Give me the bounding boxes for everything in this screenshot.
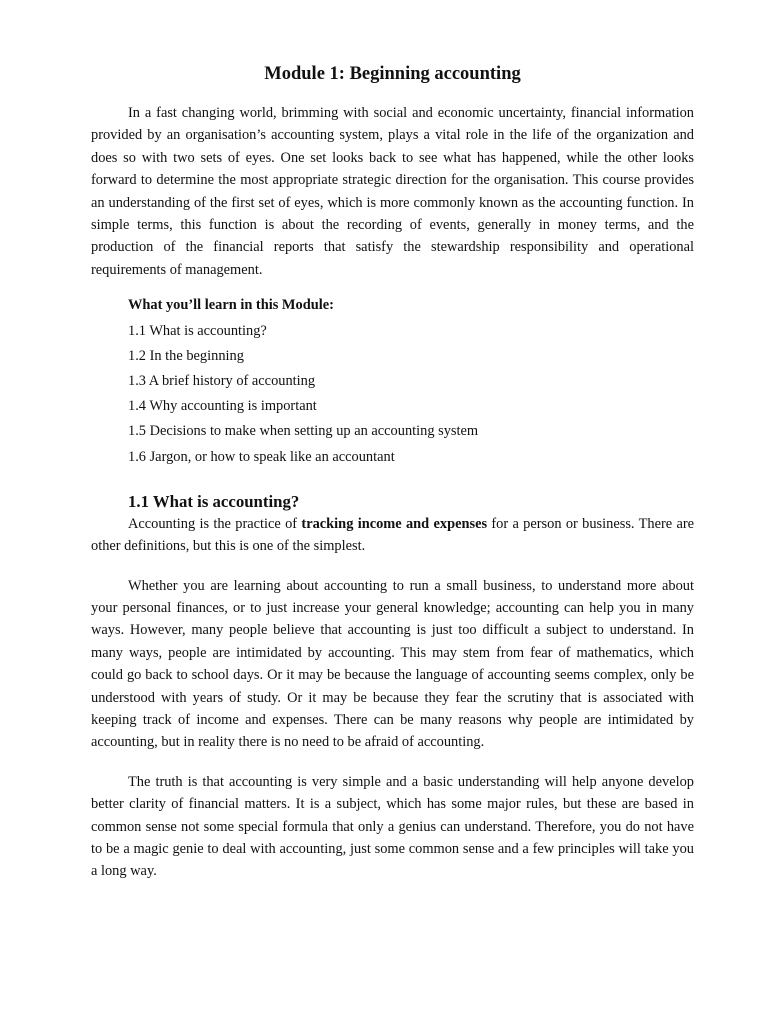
definition-emphasis: tracking income and expenses [301, 515, 488, 532]
definition-text-before: Accounting is the practice of [128, 515, 302, 532]
contents-item-1-5: 1.5 Decisions to make when setting up an accounting system [128, 423, 479, 440]
section-paragraph-truth: The truth is that accounting is very simple and a basic understanding will help anyone develop better clarity of financial matters. It is a subject, which has some major rules, but these are based in common sense not some special formula that only a genius can understand. Therefore, you do not have to be a magic genie to deal with accounting, just some common sense and a few principles will take you a long way. [91, 773, 694, 880]
contents-item-1-4: 1.4 Why accounting is important [128, 398, 317, 415]
section-paragraph-intimidation: Whether you are learning about accounting to run a small business, to understand more about your personal finances, or to just increase your general knowledge; accounting can help you in many ways. However, many people believe that accounting is just too difficult a subject to understand. In many ways, people are intimidated by accounting. This may stem from fear of mathematics, which could go back to school days. Or it may be because the language of accounting seems complex, only be understood with years of study. Or it may be because they fear the scrutiny that is associated with keeping track of income and expenses. There can be many reasons why people are intimidated by accounting, but in reality there is no need to be afraid of accounting. [91, 577, 694, 751]
contents-item-1-2: 1.2 In the beginning [128, 347, 244, 364]
section-heading-what-is-accounting: 1.1 What is accounting? [128, 491, 300, 511]
module-contents-list [128, 319, 694, 470]
section-paragraph-definition [91, 513, 694, 558]
document-page [91, 62, 694, 883]
learn-heading: What you’ll learn in this Module: [128, 297, 334, 314]
document-title: Module 1: Beginning accounting [264, 64, 521, 84]
contents-item-1-3: 1.3 A brief history of accounting [128, 372, 316, 389]
contents-item-1-6: 1.6 Jargon, or how to speak like an accountant [128, 448, 395, 465]
contents-item-1-1: 1.1 What is accounting? [128, 322, 267, 339]
definition-text-after: for a person or business. There are other definitions, but this is one of the simplest. [91, 515, 695, 555]
intro-paragraph: In a fast changing world, brimming with social and economic uncertainty, financial information provided by an organisation’s accounting system, plays a vital role in the life of the organization and does so with two sets of eyes. One set looks back to see what has happened, while the other looks forward to determine the most appropriate strategic direction for the organisation. This course provides an understanding of the first set of eyes, which is more commonly known as the accounting function. In simple terms, this function is about the recording of events, generally in money terms, and the production of the financial reports that satisfy the stewardship responsibility and operational requirements of management. [91, 105, 694, 278]
